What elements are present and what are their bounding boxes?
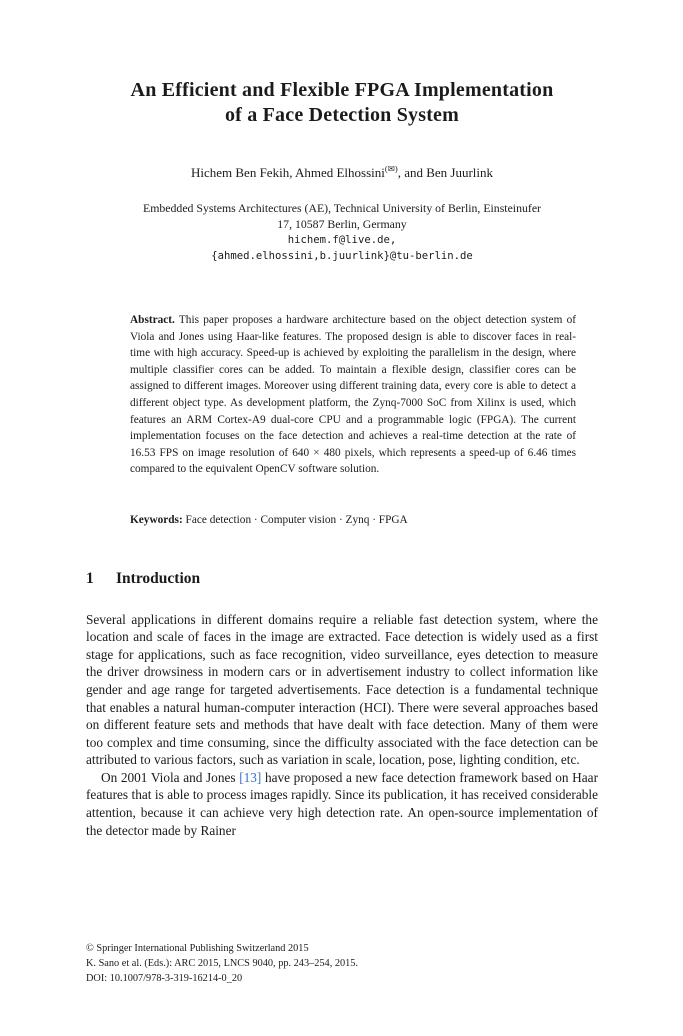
paper-title-line-1: An Efficient and Flexible FPGA Implementation [130, 79, 554, 101]
copyright-line: © Springer International Publishing Switzerland 2015 [86, 943, 309, 954]
affiliation-line-1: Embedded Systems Architectures (AE), Technical University of Berlin, Einsteinufer [143, 201, 541, 215]
paper-title [86, 78, 598, 128]
keywords-value: Face detection · Computer vision · Zynq · FPGA [185, 513, 408, 526]
email-line-2: {ahmed.elhossini,b.juurlink}@tu-berlin.de [211, 250, 473, 262]
abstract-label: Abstract. [130, 314, 175, 326]
author-names: Hichem Ben Fekih, Ahmed Elhossini [190, 165, 385, 180]
copyright-footer [86, 941, 598, 986]
body-text [86, 611, 598, 840]
abstract [130, 312, 576, 478]
abstract-text: This paper proposes a hardware architecture based on the object detection system of Viola and Jones using Haar-like features. The proposed design is able to discover faces in real-time with high accuracy. Speed-up is achieved by exploiting the parallelism in the design, where multiple classifier cores can be added. To maintain a flexible design, classifier cores can be assigned to different images. Moreover using different training data, every core is able to detect a different object type. As development platform, the Zynq-7000 SoC from Xilinx is used, which features an ARM Cortex-A9 dual-core CPU and a programmable logic (FPGA). The current implementation focuses on the face detection and achieves a real-time detection at the rate of 16.53 FPS on image resolution of 640 × 480 pixels, which represents a speed-up of 6.46 times compared to the equivalent OpenCV software solution. [130, 314, 576, 476]
keywords-label: Keywords: [130, 513, 183, 526]
paper-title-line-2: of a Face Detection System [224, 104, 459, 126]
affiliation-line-2: 17, 10587 Berlin, Germany [277, 217, 407, 231]
paragraph-2-text-before: On 2001 Viola and Jones [101, 769, 240, 785]
paragraph-1: Several applications in different domains require a reliable fast detection system, where the location and scale of faces in the image are extracted. Face detection is widely used as a first stage for applications, such as face recognition, video surveillance, eyes detection to measure the driver drowsiness in modern cars or in advertisement industry to collect information like gender and age range for targeted advertisements. Face detection is a fundamental technique that enables a natural human-computer interaction (HCI). There were several approaches based on different feature sets and methods that have dealt with face detection. Many of them were too complex and time consuming, since the difficulty associated with the face detection can be attributed to various factors, such as variation in scale, location, pose, lighting condition, etc. [86, 611, 598, 768]
email-block [86, 232, 598, 264]
email-line-1: hichem.f@live.de, [287, 234, 397, 246]
section-heading-introduction [86, 569, 598, 589]
paragraph-2 [86, 769, 598, 839]
keywords-line [130, 512, 576, 529]
citation-link-13[interactable]: [13] [239, 769, 262, 785]
section-number: 1 [86, 569, 94, 587]
corresponding-author-envelope-icon: (✉) [384, 163, 398, 174]
section-title: Introduction [116, 569, 201, 587]
author-line [86, 164, 598, 181]
editors-volume-line: K. Sano et al. (Eds.): ARC 2015, LNCS 9040, pp. 243–254, 2015. [86, 958, 359, 969]
author-names-suffix: , and Ben Juurlink [397, 165, 494, 180]
doi-line: DOI: 10.1007/978-3-319-16214-0_20 [86, 973, 243, 984]
affiliation-block [86, 200, 598, 232]
paragraph-2-text-after: have proposed a new face detection framework based on Haar features that is able to process images rapidly. Since its publication, it has received considerable attention, because it can achieve very high detection rate. An open-source implementation of the detector made by Rainer [86, 769, 599, 838]
